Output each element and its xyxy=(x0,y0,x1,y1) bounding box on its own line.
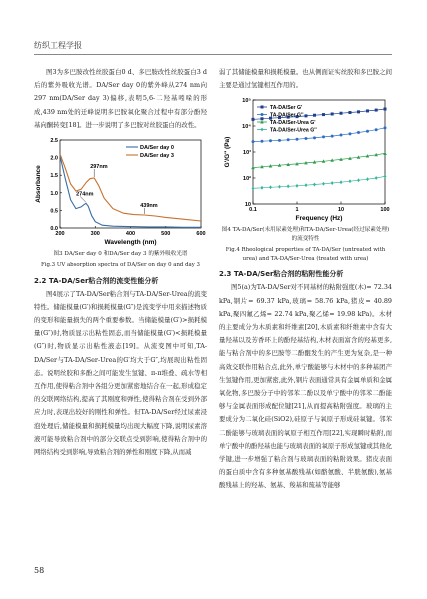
data-point xyxy=(261,113,264,116)
y-tick-label: 1.0 xyxy=(50,190,58,197)
figure-4-rheology-chart xyxy=(219,96,392,224)
right-paragraph-3: 图5(a)为TA-DA/Ser对不同基材的粘附强度(木)= 72.34 kPa,钢片= 69.37 kPa,玻璃= 58.76 kPa,猪皮= 40.89 kPa,聚四氟乙烯= 22.74 kPa,聚乙烯= 19.98 kPa)。木材的主要成分为木质素和纤维素[20],木质素和纤维素中含有大量羟基以及芳香环上的酚羟基结构,木材表面富含的羟基更多,能与粘合剂中的多巴胺等二酚醌发生的产生更为复杂,是一种高效交联作用粘合点,此外,单宁酸能够与木材中的多种基团产生氢键作用,更加紧密,此外,钢片表面通常具有金属单质和金属氧化物,多巴胺分子中的邻苯二酚以及单宁酸中的邻苯二酚能够与金属表面形成配位键[21],从而提高粘附强度。玻璃的主要成分为二氧化硅(SiO2),硅原子与氧原子形成硅氧键。邻苯二酚能够与玻璃表面的氧原子相互作用[22],实现瞬时粘附,而单宁酸中的酚羟基也能与玻璃表面的氧原子形成氢键或其他化学键,进一步增强了粘合剂与玻璃表面的粘附效果。猪皮表面的蛋白质中含有多种氨基酸残基(如酪氨酸、半胱氨酸),氨基酸残基上的羟基、氨基、羧基和巯基等能够 xyxy=(219,283,392,490)
data-point xyxy=(296,184,299,188)
series-line-2 xyxy=(253,154,385,168)
data-point xyxy=(322,182,325,186)
data-point xyxy=(287,185,290,189)
y-tick-label: 10 xyxy=(244,202,251,209)
figure-4-caption-en: Fig.4 Rheological properties of TA-DA/Ser (untreated with urea) and TA-DA/Ser-Urea (treated with urea) xyxy=(225,247,386,262)
data-point xyxy=(313,183,316,187)
y-tick-label: 0.0 xyxy=(50,226,58,233)
running-header: 纺织工程学报 xyxy=(34,41,82,50)
data-point xyxy=(260,118,263,121)
data-point xyxy=(261,106,264,109)
y-tick-label: 10³ xyxy=(243,150,251,157)
y-tick-label: 2.5 xyxy=(50,138,58,145)
legend-label: TA-DA/Ser-Urea G' xyxy=(270,120,316,127)
data-point xyxy=(278,185,281,189)
data-point xyxy=(366,178,369,182)
x-tick-label: 500 xyxy=(161,231,171,238)
right-paragraph-top: 弱了其储能模量和损耗模量。也从侧面证实丝胶和多巴胺之间主要是通过氢键相互作用的。 xyxy=(219,68,392,90)
figure-4-caption-cn: 图4 TA-DA/Ser(未用尿素处理)和TA-DA/Ser-Urea(经过尿素处理)的流变特性 xyxy=(221,227,390,243)
x-tick-label: 200 xyxy=(55,231,65,238)
data-point xyxy=(331,135,334,138)
y-tick-label: 10² xyxy=(243,176,251,183)
data-point xyxy=(313,114,316,117)
y-tick-label: 0.5 xyxy=(50,208,58,215)
legend-label: DA/Ser day 0 xyxy=(140,145,174,152)
figure-3-caption-cn: 图3 DA/Ser day 0 和DA/Ser day 3 的紫外吸收光谱 xyxy=(53,251,188,258)
data-point xyxy=(313,137,316,140)
data-point xyxy=(383,152,387,155)
data-point xyxy=(331,182,334,186)
data-point xyxy=(340,112,343,115)
y-tick-label: 10⁵ xyxy=(242,98,251,105)
page-number: 58 xyxy=(34,566,45,575)
data-point xyxy=(252,141,255,144)
data-point xyxy=(269,186,272,190)
data-point xyxy=(340,181,343,185)
y-tick-label: 1.5 xyxy=(50,173,58,180)
data-point xyxy=(304,115,307,118)
y-axis-label: Absorbance xyxy=(35,165,42,203)
data-point xyxy=(296,138,299,141)
peak-annotation: 274nm xyxy=(76,191,94,198)
data-point xyxy=(278,139,281,142)
data-point xyxy=(366,130,369,133)
figure-3-caption-en: Fig.3 UV absorption spectra of DA/Ser on day 0 and day 3 xyxy=(41,262,200,269)
data-point xyxy=(269,140,272,143)
right-column xyxy=(219,66,392,493)
plot-frame xyxy=(60,140,201,228)
data-point xyxy=(366,110,369,113)
legend-label: DA/Ser day 3 xyxy=(140,153,174,160)
data-point xyxy=(384,127,387,130)
section-2-3-heading: 2.3 TA-DA/Ser粘合剂的粘附性能分析 xyxy=(219,270,344,279)
peak-annotation: 297nm xyxy=(90,164,108,171)
data-point xyxy=(375,129,378,132)
legend-label: TA-DA/Ser G' xyxy=(270,105,303,112)
y-axis-label: G'/G'' (Pa) xyxy=(224,137,231,168)
data-point xyxy=(322,136,325,139)
data-point xyxy=(384,108,387,111)
y-tick-label: 10⁴ xyxy=(242,124,251,131)
data-point xyxy=(331,113,334,116)
x-tick-label: 300 xyxy=(90,231,100,238)
legend-label: TA-DA/Ser G'' xyxy=(270,112,304,119)
x-axis-label: Frequency (Hz) xyxy=(295,215,343,223)
x-axis-label: Wavelength (nm) xyxy=(104,239,157,247)
y-tick-label: 2.0 xyxy=(50,155,58,162)
data-point xyxy=(304,137,307,140)
series-line-3 xyxy=(253,177,385,189)
peak-annotation: 439nm xyxy=(140,202,158,209)
data-point xyxy=(340,134,343,137)
data-point xyxy=(357,111,360,114)
header-rule xyxy=(34,54,392,55)
data-point xyxy=(260,186,263,190)
data-point xyxy=(322,113,325,116)
data-point xyxy=(375,177,378,181)
data-point xyxy=(261,128,264,132)
data-point xyxy=(348,133,351,136)
x-tick-label: 600 xyxy=(196,231,206,238)
series-line-day-3 xyxy=(60,154,201,221)
x-tick-label: 100 xyxy=(380,207,390,214)
data-point xyxy=(252,118,255,121)
left-column xyxy=(34,66,207,459)
legend-label: TA-DA/Ser-Urea G'' xyxy=(270,127,317,134)
data-point xyxy=(375,109,378,112)
section-2-2-heading: 2.2 TA-DA/Ser粘合剂的流变性能分析 xyxy=(34,276,159,285)
data-point xyxy=(348,180,351,184)
x-tick-label: 400 xyxy=(125,231,136,238)
data-point xyxy=(287,139,290,142)
data-point xyxy=(357,131,360,134)
left-paragraph-2: 图4展示了TA-DA/Ser粘合剂与TA-DA/Ser-Urea的流变特性。储能模量(G′)和损耗模量(G″)是流变学中用来描述物质的变形和能量损失的两个重要参数。当储能模量(G′)>损耗模量(G″)时,物质显示出粘性固态,而当储能模量(G′)<损耗模量(G″)时,物质显示出粘性液态[19]。从流变图中可知,TA-DA/Ser与TA-DA/Ser-Urea的G′均大于G″,均展现出粘性固态。说明丝胶和多酚之间可能发生氢键、π-π堆叠、疏水等相互作用,使得粘合剂中各组分更加紧密地结合在一起,形成稳定的交联网络结构,提高了其刚度和弹性,使得粘合剂在受到外部应力时,表现出较好的刚性和弹性。但TA-DA/Ser经过尿素浸泡处理后,储能模量和损耗模量均出现大幅度下降,说明尿素溶液可能导致粘合剂中的部分交联点受到影响,使得粘合剂中的网络结构受到影响,导致粘合剂的弹性和刚度下降,从而减 xyxy=(34,289,207,456)
data-point xyxy=(348,111,351,114)
x-tick-label: 1 xyxy=(295,207,299,214)
data-point xyxy=(260,140,263,143)
data-point xyxy=(384,175,387,179)
data-point xyxy=(252,187,255,191)
data-point xyxy=(357,179,360,183)
x-tick-label: 10 xyxy=(337,207,345,214)
left-paragraph-1: 图3为多巴胺改性丝胶蛋白0 d、多巴胺改性丝胶蛋白3 d后的紫外吸收光谱。DA/Ser day 0的紫外峰从274 nm向297 nm(DA/Ser day 3)偏移,表明5,6-二羟基吲哚的形成,439 nm处的迁峰说明多巴胺氧化聚合过程中有部分酚羟基向酮转变[18]。进一步说明了多巴胺对丝胶蛋白的改性。 xyxy=(34,68,207,129)
x-tick-label: 0.1 xyxy=(249,207,257,214)
data-point xyxy=(304,184,307,188)
figure-3-uv-chart xyxy=(34,136,207,248)
